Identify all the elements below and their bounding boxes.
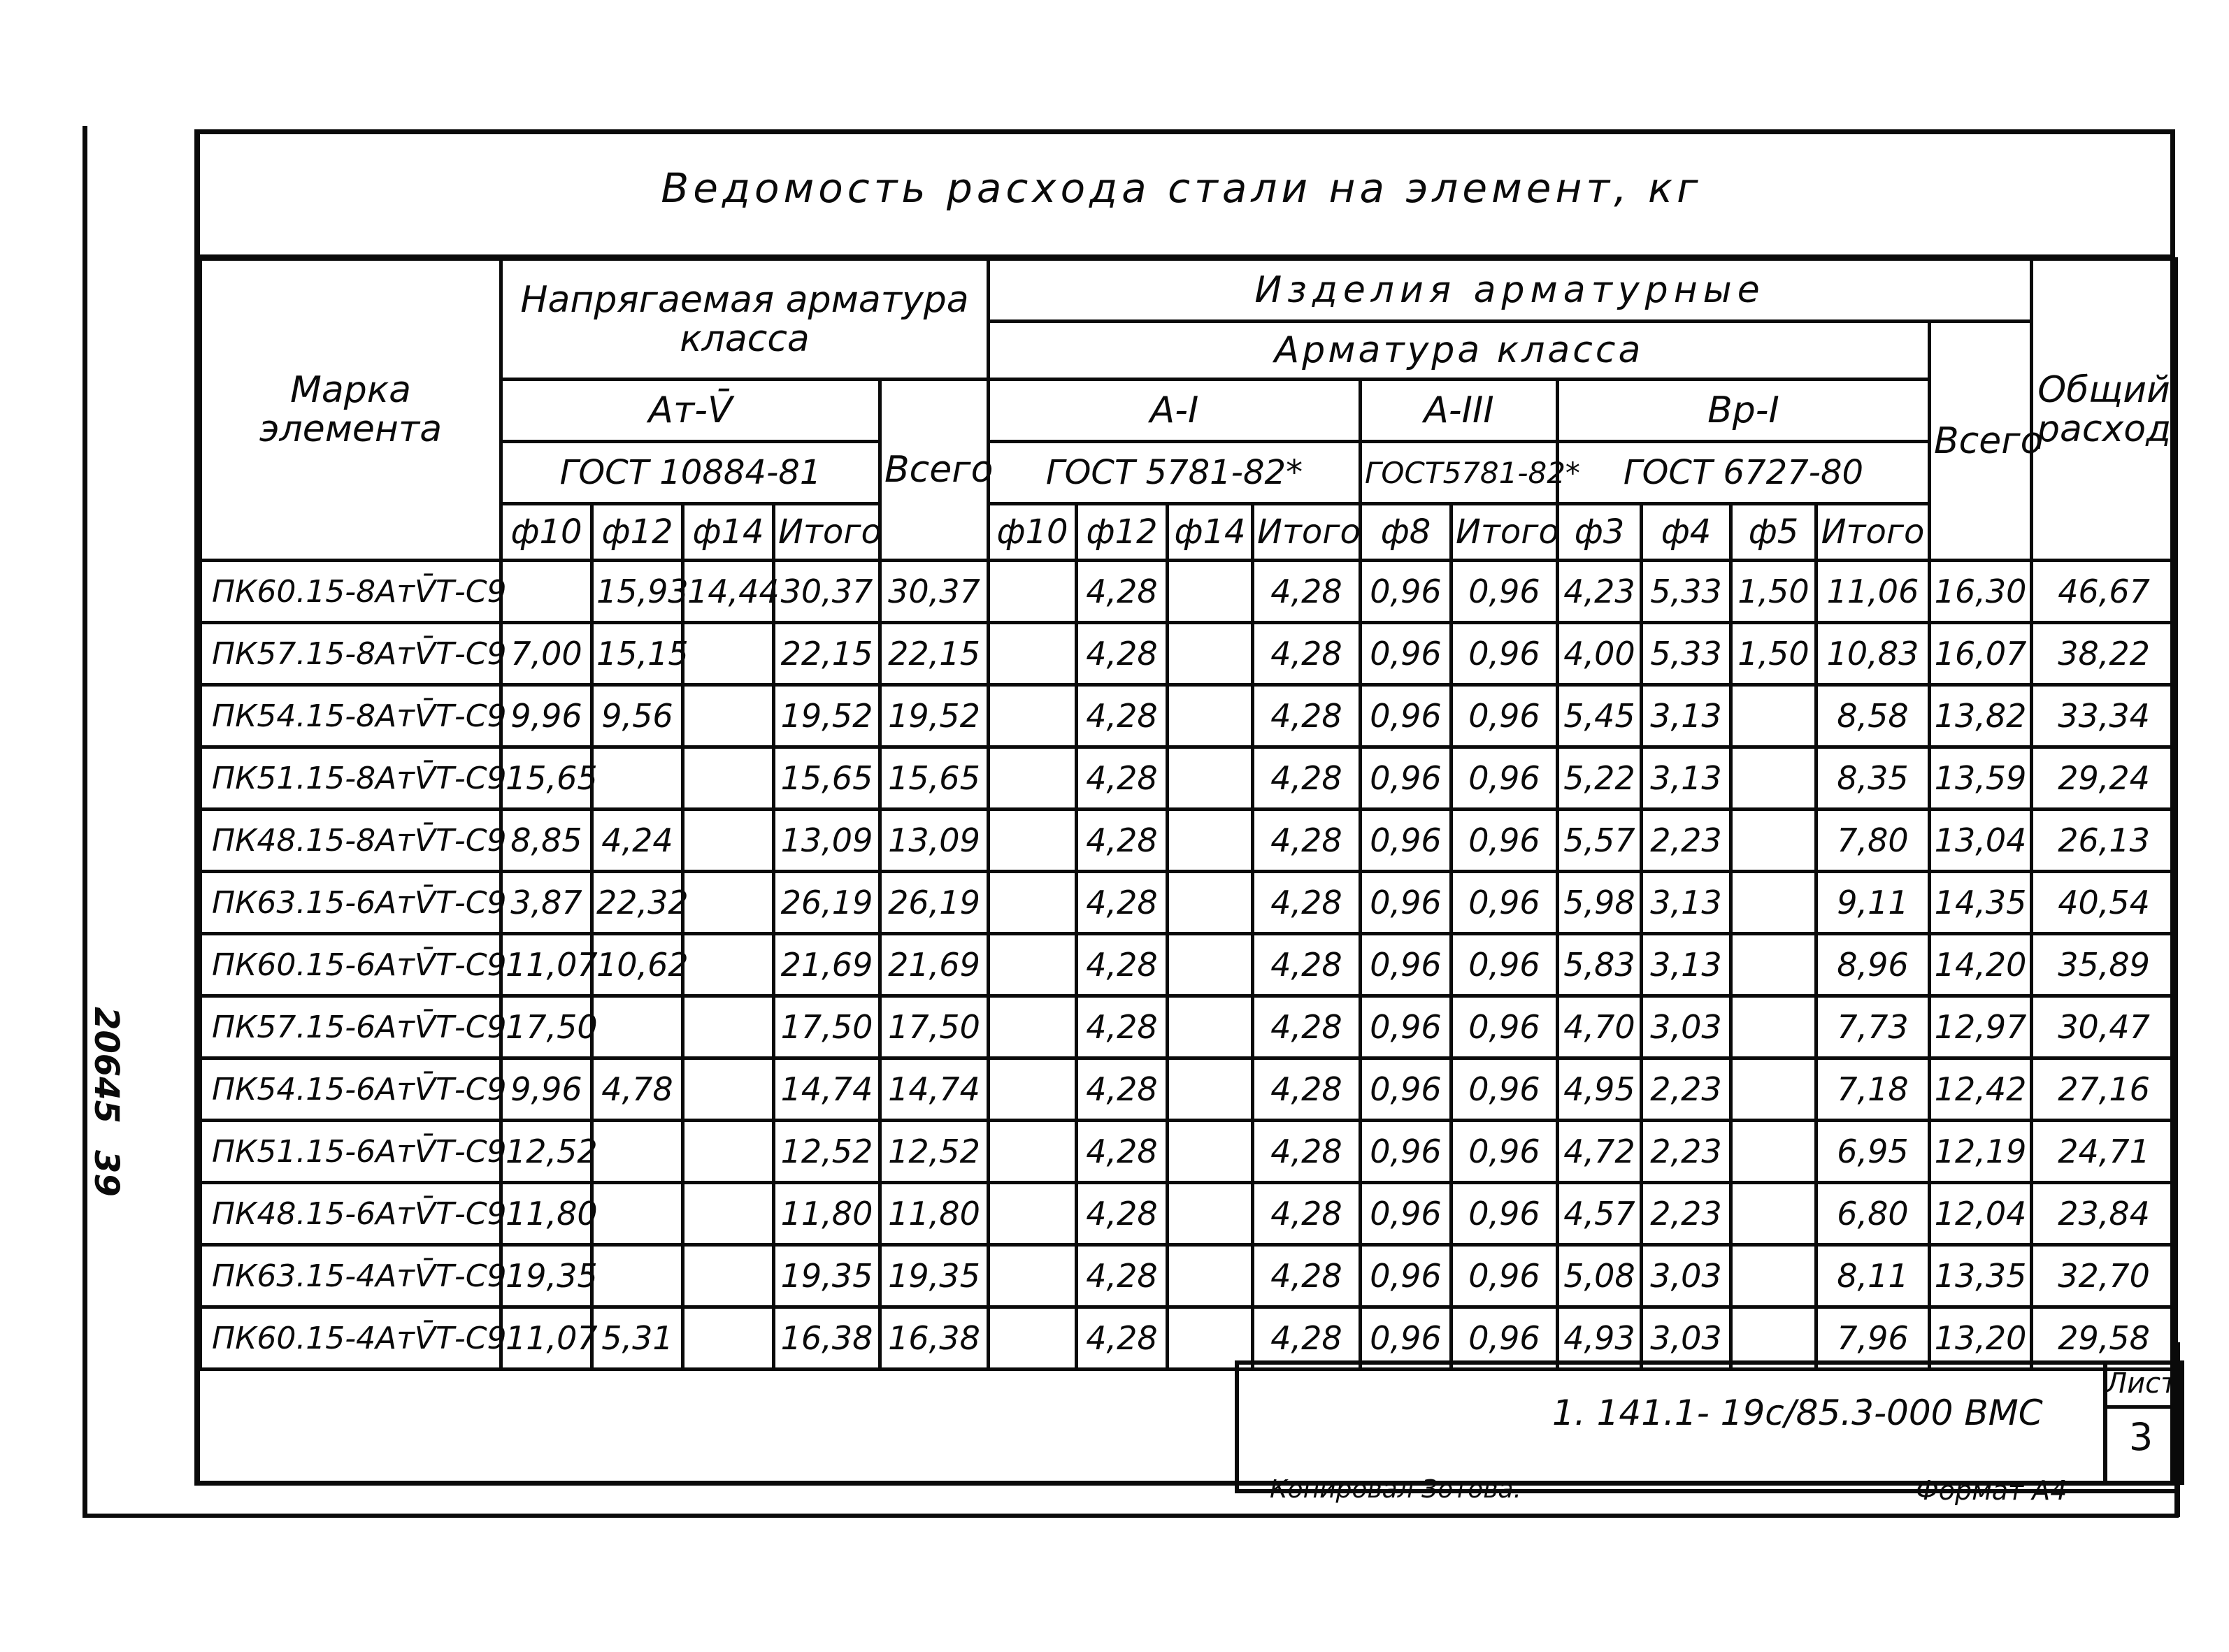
cell-at-d14 xyxy=(683,996,774,1058)
cell-a3-d8: 0,96 xyxy=(1361,623,1452,685)
cell-at-d12: 15,15 xyxy=(592,623,683,685)
element-mark-cell: ПК57.15-6АтV̄Т-С9 xyxy=(201,996,501,1058)
cell-a3-d8: 0,96 xyxy=(1361,810,1452,872)
cell-at-d14 xyxy=(683,934,774,996)
cell-bp-d4: 2,23 xyxy=(1642,1121,1731,1183)
cell-a1-d10 xyxy=(989,810,1077,872)
cell-a1-sum: 4,28 xyxy=(1253,1307,1361,1370)
cell-bp-d3: 5,83 xyxy=(1558,934,1642,996)
cell-at-sum: 19,52 xyxy=(774,685,880,747)
table-row xyxy=(201,996,2177,1058)
cell-at-d12 xyxy=(592,1245,683,1307)
cell-at-d12: 9,56 xyxy=(592,685,683,747)
subheader-a1-d12: ф12 xyxy=(1077,504,1168,561)
cell-a3-sum: 0,96 xyxy=(1452,1245,1558,1307)
cell-a1-d14 xyxy=(1168,1245,1253,1307)
cell-at-d12: 4,24 xyxy=(592,810,683,872)
cell-bp-sum: 7,80 xyxy=(1816,810,1930,872)
cell-at-d10: 11,07 xyxy=(501,934,592,996)
cell-bp-sum: 8,96 xyxy=(1816,934,1930,996)
cell-at-d10: 8,85 xyxy=(501,810,592,872)
outer-frame-left xyxy=(83,126,87,1517)
cell-at-total: 11,80 xyxy=(880,1183,989,1245)
cell-a1-d10 xyxy=(989,1245,1077,1307)
header-rebar-class: Арматура класса xyxy=(989,322,1930,380)
cell-at-d10: 7,00 xyxy=(501,623,592,685)
header-gost-bp1: ГОСТ 6727-80 xyxy=(1558,442,1930,504)
cell-bp-d3: 5,57 xyxy=(1558,810,1642,872)
cell-a1-d10 xyxy=(989,872,1077,934)
cell-a1-d14 xyxy=(1168,996,1253,1058)
cell-grand-total: 27,16 xyxy=(2032,1058,2177,1121)
cell-at-sum: 22,15 xyxy=(774,623,880,685)
cell-bp-d5 xyxy=(1731,810,1816,872)
cell-bp-sum: 8,58 xyxy=(1816,685,1930,747)
cell-a1-d14 xyxy=(1168,1121,1253,1183)
cell-at-d14 xyxy=(683,1058,774,1121)
element-mark-cell: ПК63.15-4АтV̄Т-С9 xyxy=(201,1245,501,1307)
cell-at-d12: 4,78 xyxy=(592,1058,683,1121)
subheader-bp-d4: ф4 xyxy=(1642,504,1731,561)
table-row xyxy=(201,747,2177,810)
cell-a1-d12: 4,28 xyxy=(1077,1058,1168,1121)
cell-bp-sum: 7,96 xyxy=(1816,1307,1930,1370)
cell-a1-d10 xyxy=(989,561,1077,623)
cell-a1-d12: 4,28 xyxy=(1077,810,1168,872)
cell-prod-total: 12,42 xyxy=(1930,1058,2032,1121)
element-mark-cell: ПК51.15-8АтV̄Т-С9 xyxy=(201,747,501,810)
cell-a1-d10 xyxy=(989,685,1077,747)
cell-at-sum: 15,65 xyxy=(774,747,880,810)
copied-by: Копировал Зотова. xyxy=(1270,1475,1521,1504)
cell-a1-sum: 4,28 xyxy=(1253,810,1361,872)
page-number: 39 xyxy=(87,1150,126,1197)
format-label: Формат А4 xyxy=(1916,1475,2067,1506)
cell-a1-sum: 4,28 xyxy=(1253,934,1361,996)
cell-bp-d3: 5,22 xyxy=(1558,747,1642,810)
cell-a1-d14 xyxy=(1168,872,1253,934)
cell-bp-d4: 3,13 xyxy=(1642,747,1731,810)
cell-a1-d10 xyxy=(989,934,1077,996)
cell-a1-sum: 4,28 xyxy=(1253,1245,1361,1307)
element-mark-cell: ПК60.15-8АтV̄Т-С9 xyxy=(201,561,501,623)
cell-at-total: 13,09 xyxy=(880,810,989,872)
cell-a3-sum: 0,96 xyxy=(1452,996,1558,1058)
table-row xyxy=(201,934,2177,996)
cell-at-d12 xyxy=(592,1183,683,1245)
cell-at-d12: 10,62 xyxy=(592,934,683,996)
cell-at-sum: 19,35 xyxy=(774,1245,880,1307)
cell-at-d12 xyxy=(592,996,683,1058)
cell-at-d12 xyxy=(592,747,683,810)
cell-prod-total: 12,04 xyxy=(1930,1183,2032,1245)
cell-a1-d12: 4,28 xyxy=(1077,685,1168,747)
header-gost-at5: ГОСТ 10884-81 xyxy=(501,442,880,504)
cell-a1-d14 xyxy=(1168,561,1253,623)
cell-a1-sum: 4,28 xyxy=(1253,872,1361,934)
subheader-at-d12: ф12 xyxy=(592,504,683,561)
cell-a1-d10 xyxy=(989,623,1077,685)
cell-at-total: 17,50 xyxy=(880,996,989,1058)
cell-at-d10: 11,07 xyxy=(501,1307,592,1370)
header-gost-a3: ГОСТ5781-82* xyxy=(1361,442,1558,504)
inventory-number: 20645 xyxy=(87,1007,126,1123)
cell-grand-total: 46,67 xyxy=(2032,561,2177,623)
cell-bp-d3: 4,72 xyxy=(1558,1121,1642,1183)
cell-at-d14 xyxy=(683,623,774,685)
element-mark-cell: ПК48.15-8АтV̄Т-С9 xyxy=(201,810,501,872)
cell-grand-total: 35,89 xyxy=(2032,934,2177,996)
cell-bp-d4: 5,33 xyxy=(1642,561,1731,623)
cell-a3-sum: 0,96 xyxy=(1452,810,1558,872)
cell-a1-d12: 4,28 xyxy=(1077,747,1168,810)
element-mark-cell: ПК57.15-8АтV̄Т-С9 xyxy=(201,623,501,685)
cell-bp-d3: 4,95 xyxy=(1558,1058,1642,1121)
cell-bp-d3: 4,70 xyxy=(1558,996,1642,1058)
cell-a3-d8: 0,96 xyxy=(1361,561,1452,623)
cell-bp-d4: 5,33 xyxy=(1642,623,1731,685)
subheader-at-d10: ф10 xyxy=(501,504,592,561)
cell-a3-sum: 0,96 xyxy=(1452,1058,1558,1121)
cell-at-d14 xyxy=(683,685,774,747)
subheader-bp-sum: Итого xyxy=(1816,504,1930,561)
cell-at-sum: 14,74 xyxy=(774,1058,880,1121)
cell-a3-sum: 0,96 xyxy=(1452,1307,1558,1370)
cell-a3-sum: 0,96 xyxy=(1452,685,1558,747)
cell-at-d12: 22,32 xyxy=(592,872,683,934)
cell-a3-sum: 0,96 xyxy=(1452,561,1558,623)
cell-at-sum: 17,50 xyxy=(774,996,880,1058)
cell-a1-sum: 4,28 xyxy=(1253,685,1361,747)
cell-bp-d5: 1,50 xyxy=(1731,561,1816,623)
element-mark-cell: ПК60.15-4АтV̄Т-С9 xyxy=(201,1307,501,1370)
cell-a3-d8: 0,96 xyxy=(1361,996,1452,1058)
header-class-a3: А-III xyxy=(1361,380,1558,442)
header-class-a1: А-I xyxy=(989,380,1361,442)
cell-bp-d3: 5,98 xyxy=(1558,872,1642,934)
table-row xyxy=(201,1121,2177,1183)
subheader-at-d14: ф14 xyxy=(683,504,774,561)
sheet-number: 3 xyxy=(2128,1415,2153,1459)
cell-a1-d10 xyxy=(989,1307,1077,1370)
cell-bp-d5 xyxy=(1731,1245,1816,1307)
cell-bp-d5 xyxy=(1731,1121,1816,1183)
header-products-total: Всего xyxy=(1930,322,2032,561)
cell-a1-d12: 4,28 xyxy=(1077,1245,1168,1307)
cell-at-d10: 11,80 xyxy=(501,1183,592,1245)
cell-a3-sum: 0,96 xyxy=(1452,623,1558,685)
table-row xyxy=(201,872,2177,934)
cell-prod-total: 13,35 xyxy=(1930,1245,2032,1307)
cell-a1-d12: 4,28 xyxy=(1077,561,1168,623)
cell-bp-sum: 11,06 xyxy=(1816,561,1930,623)
cell-prod-total: 16,30 xyxy=(1930,561,2032,623)
cell-a1-d14 xyxy=(1168,623,1253,685)
cell-at-total: 12,52 xyxy=(880,1121,989,1183)
cell-bp-d3: 5,45 xyxy=(1558,685,1642,747)
cell-a1-d14 xyxy=(1168,1058,1253,1121)
table-row xyxy=(201,810,2177,872)
header-total-consumption: Общий расход xyxy=(2032,259,2177,561)
cell-grand-total: 26,13 xyxy=(2032,810,2177,872)
cell-a1-d12: 4,28 xyxy=(1077,623,1168,685)
cell-prod-total: 12,19 xyxy=(1930,1121,2032,1183)
cell-a3-sum: 0,96 xyxy=(1452,934,1558,996)
cell-grand-total: 32,70 xyxy=(2032,1245,2177,1307)
cell-grand-total: 23,84 xyxy=(2032,1183,2177,1245)
cell-a1-sum: 4,28 xyxy=(1253,1121,1361,1183)
cell-bp-d4: 2,23 xyxy=(1642,810,1731,872)
cell-a1-d14 xyxy=(1168,810,1253,872)
table-row xyxy=(201,685,2177,747)
cell-a1-sum: 4,28 xyxy=(1253,1183,1361,1245)
element-mark-cell: ПК48.15-6АтV̄Т-С9 xyxy=(201,1183,501,1245)
cell-grand-total: 24,71 xyxy=(2032,1121,2177,1183)
cell-a1-d12: 4,28 xyxy=(1077,934,1168,996)
cell-at-d10: 15,65 xyxy=(501,747,592,810)
cell-at-total: 16,38 xyxy=(880,1307,989,1370)
subheader-a3-sum: Итого xyxy=(1452,504,1558,561)
cell-bp-d4: 2,23 xyxy=(1642,1058,1731,1121)
cell-at-total: 22,15 xyxy=(880,623,989,685)
cell-at-d12: 5,31 xyxy=(592,1307,683,1370)
cell-at-d10: 3,87 xyxy=(501,872,592,934)
cell-a1-d14 xyxy=(1168,685,1253,747)
cell-a3-sum: 0,96 xyxy=(1452,872,1558,934)
table-row xyxy=(201,1183,2177,1245)
header-prestressed: Напрягаемая арматура класса xyxy=(501,259,989,380)
cell-bp-d4: 3,03 xyxy=(1642,996,1731,1058)
cell-bp-d5: 1,50 xyxy=(1731,623,1816,685)
subheader-bp-d5: ф5 xyxy=(1731,504,1816,561)
cell-bp-d4: 2,23 xyxy=(1642,1183,1731,1245)
cell-at-sum: 11,80 xyxy=(774,1183,880,1245)
cell-bp-d5 xyxy=(1731,1183,1816,1245)
subheader-bp-d3: ф3 xyxy=(1558,504,1642,561)
cell-bp-sum: 7,73 xyxy=(1816,996,1930,1058)
cell-at-sum: 12,52 xyxy=(774,1121,880,1183)
cell-a1-sum: 4,28 xyxy=(1253,623,1361,685)
cell-at-sum: 21,69 xyxy=(774,934,880,996)
cell-bp-d5 xyxy=(1731,1058,1816,1121)
cell-a3-d8: 0,96 xyxy=(1361,934,1452,996)
table-row xyxy=(201,561,2177,623)
cell-a3-d8: 0,96 xyxy=(1361,1183,1452,1245)
cell-bp-sum: 9,11 xyxy=(1816,872,1930,934)
cell-at-d12: 15,93 xyxy=(592,561,683,623)
cell-a3-d8: 0,96 xyxy=(1361,1245,1452,1307)
cell-bp-d3: 4,93 xyxy=(1558,1307,1642,1370)
steel-consumption-table xyxy=(199,257,2178,1371)
outer-frame-bottom xyxy=(83,1514,2179,1518)
cell-grand-total: 33,34 xyxy=(2032,685,2177,747)
element-mark-cell: ПК51.15-6АтV̄Т-С9 xyxy=(201,1121,501,1183)
table-row xyxy=(201,1058,2177,1121)
cell-at-total: 21,69 xyxy=(880,934,989,996)
cell-a1-sum: 4,28 xyxy=(1253,561,1361,623)
cell-at-total: 19,35 xyxy=(880,1245,989,1307)
cell-a3-sum: 0,96 xyxy=(1452,747,1558,810)
cell-bp-d4: 3,03 xyxy=(1642,1245,1731,1307)
cell-bp-d5 xyxy=(1731,934,1816,996)
cell-at-d14 xyxy=(683,872,774,934)
cell-grand-total: 29,24 xyxy=(2032,747,2177,810)
cell-at-d10 xyxy=(501,561,592,623)
header-gost-a1: ГОСТ 5781-82* xyxy=(989,442,1361,504)
cell-a1-d14 xyxy=(1168,747,1253,810)
cell-prod-total: 16,07 xyxy=(1930,623,2032,685)
cell-at-d10: 9,96 xyxy=(501,1058,592,1121)
cell-prod-total: 14,35 xyxy=(1930,872,2032,934)
cell-bp-d4: 3,13 xyxy=(1642,872,1731,934)
sheet-box-divider xyxy=(2103,1405,2176,1409)
cell-bp-sum: 6,95 xyxy=(1816,1121,1930,1183)
sheet-label: Лист xyxy=(2106,1367,2177,1400)
cell-at-d14 xyxy=(683,1183,774,1245)
header-mark: Марка элемента xyxy=(201,259,501,561)
cell-at-d10: 17,50 xyxy=(501,996,592,1058)
cell-bp-d5 xyxy=(1731,996,1816,1058)
cell-bp-sum: 8,11 xyxy=(1816,1245,1930,1307)
cell-grand-total: 29,58 xyxy=(2032,1307,2177,1370)
cell-bp-d3: 4,23 xyxy=(1558,561,1642,623)
cell-at-d14 xyxy=(683,1245,774,1307)
subheader-a3-d8: ф8 xyxy=(1361,504,1452,561)
cell-a1-d10 xyxy=(989,1121,1077,1183)
cell-bp-d4: 3,03 xyxy=(1642,1307,1731,1370)
cell-prod-total: 13,59 xyxy=(1930,747,2032,810)
cell-a1-d10 xyxy=(989,996,1077,1058)
cell-a1-d10 xyxy=(989,1183,1077,1245)
cell-prod-total: 13,82 xyxy=(1930,685,2032,747)
cell-a3-d8: 0,96 xyxy=(1361,1121,1452,1183)
cell-at-d14 xyxy=(683,810,774,872)
cell-a1-sum: 4,28 xyxy=(1253,996,1361,1058)
cell-bp-d3: 5,08 xyxy=(1558,1245,1642,1307)
cell-a1-d10 xyxy=(989,1058,1077,1121)
element-mark-cell: ПК54.15-8АтV̄Т-С9 xyxy=(201,685,501,747)
cell-at-total: 26,19 xyxy=(880,872,989,934)
subheader-a1-sum: Итого xyxy=(1253,504,1361,561)
cell-grand-total: 30,47 xyxy=(2032,996,2177,1058)
cell-a1-d12: 4,28 xyxy=(1077,1183,1168,1245)
cell-at-d14: 14,44 xyxy=(683,561,774,623)
cell-a3-d8: 0,96 xyxy=(1361,1058,1452,1121)
document-title: Ведомость расхода стали на элемент, кг xyxy=(661,164,1703,212)
cell-at-d14 xyxy=(683,747,774,810)
table-row xyxy=(201,623,2177,685)
element-mark-cell: ПК60.15-6АтV̄Т-С9 xyxy=(201,934,501,996)
header-products: Изделия арматурные xyxy=(989,259,2032,322)
cell-a1-d12: 4,28 xyxy=(1077,996,1168,1058)
cell-bp-d3: 4,00 xyxy=(1558,623,1642,685)
cell-bp-d5 xyxy=(1731,872,1816,934)
cell-a1-sum: 4,28 xyxy=(1253,747,1361,810)
cell-a1-sum: 4,28 xyxy=(1253,1058,1361,1121)
cell-a1-d12: 4,28 xyxy=(1077,1307,1168,1370)
cell-at-sum: 13,09 xyxy=(774,810,880,872)
frame-top xyxy=(194,129,2174,134)
header-prestressed-total: Всего xyxy=(880,380,989,561)
cell-prod-total: 14,20 xyxy=(1930,934,2032,996)
cell-bp-sum: 10,83 xyxy=(1816,623,1930,685)
cell-at-d14 xyxy=(683,1121,774,1183)
subheader-at-sum: Итого xyxy=(774,504,880,561)
cell-bp-sum: 6,80 xyxy=(1816,1183,1930,1245)
cell-at-total: 19,52 xyxy=(880,685,989,747)
cell-a1-d14 xyxy=(1168,934,1253,996)
cell-grand-total: 40,54 xyxy=(2032,872,2177,934)
header-class-at5: Ат-V̄ xyxy=(501,380,880,442)
cell-bp-d5 xyxy=(1731,747,1816,810)
element-mark-cell: ПК54.15-6АтV̄Т-С9 xyxy=(201,1058,501,1121)
cell-a1-d14 xyxy=(1168,1183,1253,1245)
cell-at-total: 14,74 xyxy=(880,1058,989,1121)
cell-at-total: 30,37 xyxy=(880,561,989,623)
element-mark-cell: ПК63.15-6АтV̄Т-С9 xyxy=(201,872,501,934)
cell-a3-sum: 0,96 xyxy=(1452,1183,1558,1245)
cell-at-total: 15,65 xyxy=(880,747,989,810)
cell-at-sum: 16,38 xyxy=(774,1307,880,1370)
cell-bp-d4: 3,13 xyxy=(1642,685,1731,747)
cell-a3-d8: 0,96 xyxy=(1361,685,1452,747)
cell-bp-sum: 7,18 xyxy=(1816,1058,1930,1121)
cell-prod-total: 13,04 xyxy=(1930,810,2032,872)
cell-at-d14 xyxy=(683,1307,774,1370)
header-class-bp1: Вр-I xyxy=(1558,380,1930,442)
cell-a1-d12: 4,28 xyxy=(1077,1121,1168,1183)
cell-a1-d10 xyxy=(989,747,1077,810)
subheader-a1-d14: ф14 xyxy=(1168,504,1253,561)
cell-a3-d8: 0,96 xyxy=(1361,747,1452,810)
cell-bp-d5 xyxy=(1731,685,1816,747)
cell-a3-d8: 0,96 xyxy=(1361,872,1452,934)
subheader-a1-d10: ф10 xyxy=(989,504,1077,561)
cell-a3-sum: 0,96 xyxy=(1452,1121,1558,1183)
cell-at-sum: 30,37 xyxy=(774,561,880,623)
cell-a3-d8: 0,96 xyxy=(1361,1307,1452,1370)
cell-prod-total: 13,20 xyxy=(1930,1307,2032,1370)
cell-at-d10: 19,35 xyxy=(501,1245,592,1307)
cell-grand-total: 38,22 xyxy=(2032,623,2177,685)
cell-at-d10: 12,52 xyxy=(501,1121,592,1183)
cell-bp-d4: 3,13 xyxy=(1642,934,1731,996)
document-designation: 1. 141.1- 19с/85.3-000 ВМС xyxy=(1552,1393,2043,1433)
cell-bp-sum: 8,35 xyxy=(1816,747,1930,810)
cell-bp-d3: 4,57 xyxy=(1558,1183,1642,1245)
cell-a1-d12: 4,28 xyxy=(1077,872,1168,934)
cell-prod-total: 12,97 xyxy=(1930,996,2032,1058)
cell-at-sum: 26,19 xyxy=(774,872,880,934)
cell-at-d12 xyxy=(592,1121,683,1183)
table-row xyxy=(201,1245,2177,1307)
cell-at-d10: 9,96 xyxy=(501,685,592,747)
